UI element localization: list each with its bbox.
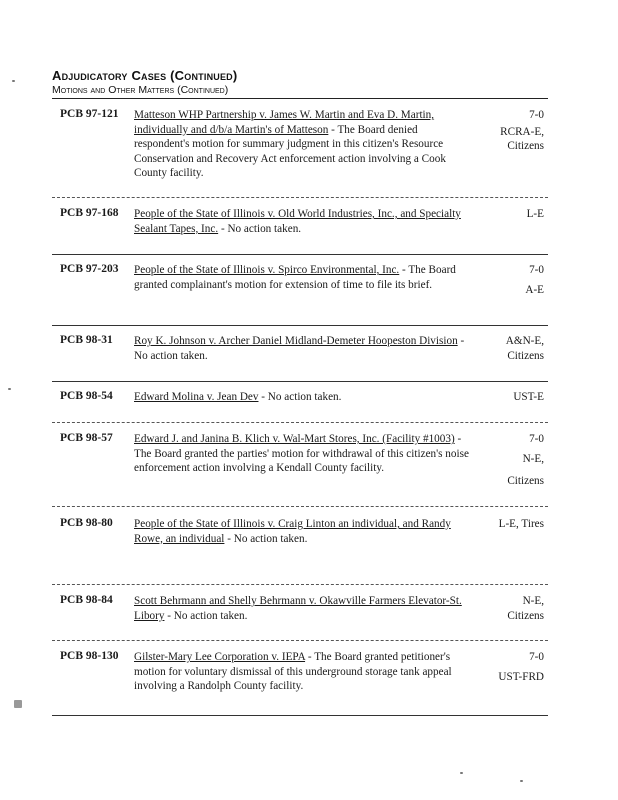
case-votes: [464, 263, 544, 297]
case-type: N-E,: [522, 595, 544, 607]
case-action: - No action taken.: [258, 391, 342, 403]
case-category: Citizens: [507, 140, 544, 153]
case-votes: [464, 390, 544, 405]
case-title: Edward J. and Janina B. Klich v. Wal-Mart Stores, Inc. (Facility #1003): [134, 433, 455, 445]
case-category: Citizens: [507, 349, 544, 362]
case-type: A&N-E,: [505, 335, 544, 347]
case-type: L-E: [526, 208, 544, 220]
case-type: UST-FRD: [498, 670, 544, 683]
case-votes: [464, 334, 544, 363]
case-type: A-E: [525, 283, 544, 296]
case-divider: [52, 422, 548, 423]
case-action: - No action taken.: [134, 335, 465, 362]
case-action: - The Board granted the parties' motion for withdrawal of this citizen's noise enforcement action involving a Kendall County facility.: [134, 433, 469, 475]
case-type: N-E,: [522, 452, 544, 465]
case-title: People of the State of Illinois v. Spirco Environmental, Inc.: [134, 264, 400, 276]
vote-count: 7-0: [529, 109, 544, 121]
case-action: - No action taken.: [224, 532, 308, 545]
case-description: [134, 108, 474, 181]
case-votes: [464, 108, 544, 154]
case-title: Edward Molina v. Jean Dev: [134, 391, 259, 403]
case-category: Citizens: [507, 475, 544, 488]
case-divider: [52, 254, 548, 255]
case-number: PCB 98-130: [60, 650, 119, 662]
case-description: [134, 263, 474, 292]
case-divider: [52, 584, 548, 585]
case-votes: [464, 594, 544, 623]
case-type: UST-E: [513, 391, 544, 403]
case-description: [134, 432, 474, 476]
case-action: - The Board granted petitioner's motion for voluntary dismissal of this underground storage tank appeal involving a Randolph County facility.: [134, 651, 452, 693]
case-votes: [464, 207, 544, 222]
case-number: PCB 98-57: [60, 432, 113, 444]
scan-speck: [460, 772, 463, 774]
case-votes: [464, 432, 544, 489]
case-divider: [52, 325, 548, 326]
case-divider: [52, 197, 548, 198]
case-type: L-E, Tires: [498, 518, 544, 530]
vote-count: 7-0: [529, 433, 544, 445]
case-title: People of the State of Illinois v. Craig Linton an individual, and Randy Rowe, an individual: [134, 518, 451, 545]
case-title: People of the State of Illinois v. Old World Industries, Inc., and Specialty Sealant Tapes, Inc.: [134, 208, 461, 235]
case-description: [134, 334, 474, 363]
case-votes: [464, 650, 544, 684]
case-title: Matteson WHP Partnership v. James W. Martin and Eva D. Martin, individually and d/b/a Martin's of Matteson: [134, 109, 435, 136]
case-number: PCB 98-84: [60, 594, 113, 606]
case-title: Gilster-Mary Lee Corporation v. IEPA: [134, 651, 306, 663]
case-number: PCB 98-54: [60, 390, 113, 402]
case-number: PCB 97-203: [60, 263, 119, 275]
case-description: [134, 650, 474, 694]
case-number: PCB 97-168: [60, 207, 119, 219]
case-category: Citizens: [507, 609, 544, 622]
section-title: Adjudicatory Cases (Continued): [52, 68, 238, 83]
case-action: - The Board granted complainant's motion for extension of time to file its brief.: [134, 264, 456, 291]
scan-speck: [8, 388, 11, 390]
case-action: - No action taken.: [164, 609, 248, 622]
case-divider: [52, 381, 548, 382]
case-divider: [52, 715, 548, 716]
case-description: [134, 207, 474, 236]
vote-count: 7-0: [529, 651, 544, 663]
case-divider: [52, 506, 548, 507]
case-description: [134, 517, 474, 546]
case-action: - No action taken.: [218, 222, 302, 235]
case-divider: [52, 640, 548, 641]
scan-speck: [12, 80, 15, 82]
case-title: Scott Behrmann and Shelly Behrmann v. Okawville Farmers Elevator-St. Libory: [134, 595, 462, 622]
header-rule: [52, 98, 548, 99]
scan-speck: [520, 780, 523, 782]
scan-speck: [14, 700, 22, 708]
case-number: PCB 98-80: [60, 517, 113, 529]
vote-count: 7-0: [529, 264, 544, 276]
case-action: - The Board denied respondent's motion for summary judgment in this citizen's Resource Conservation and Recovery Act enforcement action involving a Cook County facility.: [134, 123, 446, 180]
case-description: [134, 594, 474, 623]
section-subtitle: Motions and Other Matters (Continued): [52, 84, 229, 96]
case-description: [134, 390, 474, 405]
case-votes: [464, 517, 544, 532]
case-number: PCB 97-121: [60, 108, 119, 120]
case-title: Roy K. Johnson v. Archer Daniel Midland-Demeter Hoopeston Division: [134, 335, 458, 347]
case-type: RCRA-E,: [500, 125, 544, 138]
case-number: PCB 98-31: [60, 334, 113, 346]
